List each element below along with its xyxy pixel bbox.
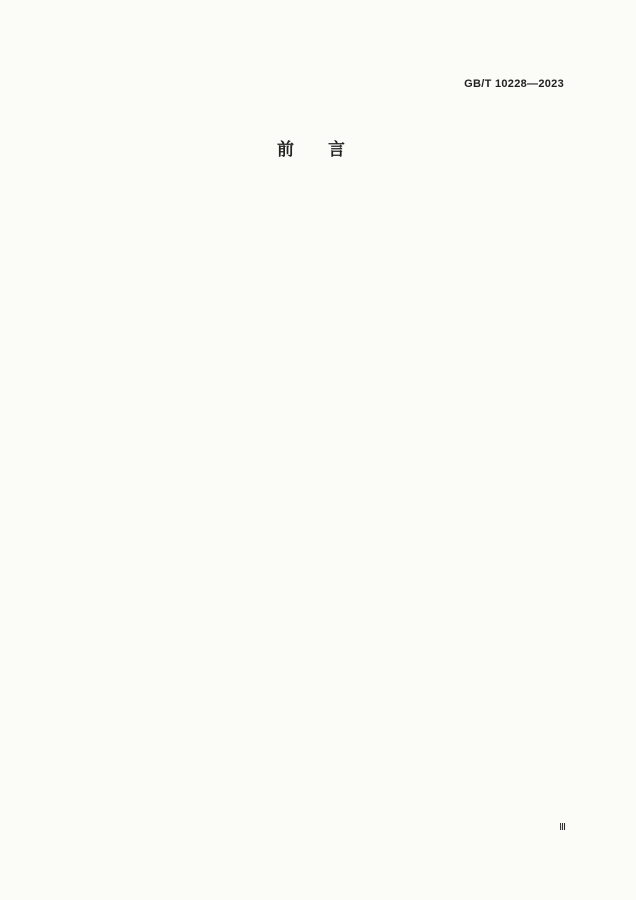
standard-code: GB/T 10228—2023 (464, 78, 564, 90)
page-title: 前 言 (277, 140, 359, 160)
page-number: Ⅲ (559, 822, 566, 833)
